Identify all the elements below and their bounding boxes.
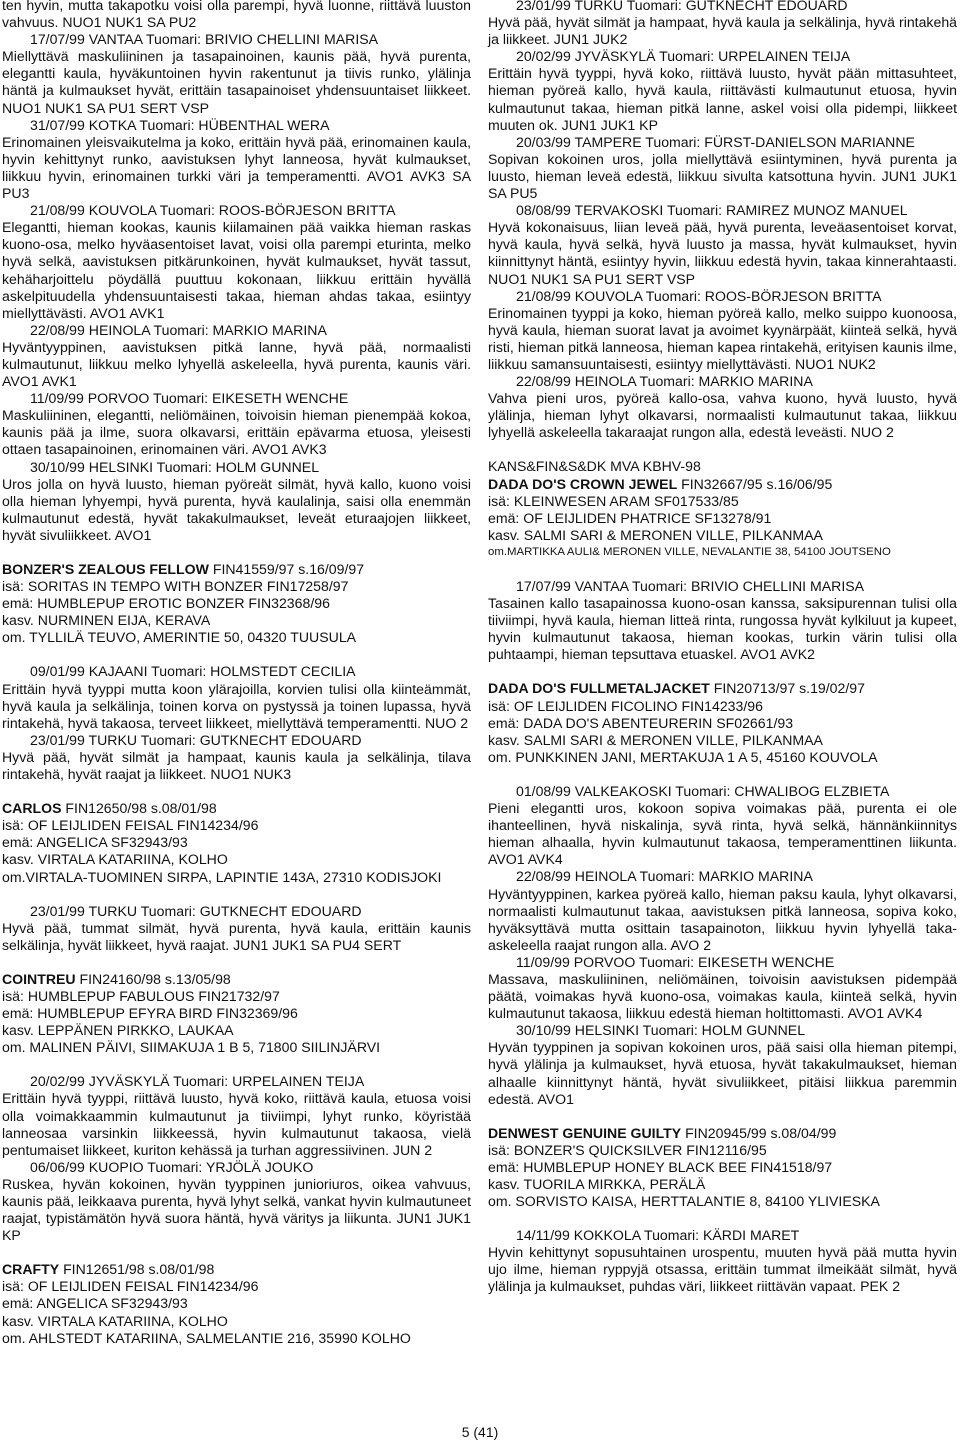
judge-critique: Erinomainen yleisvaikutelma ja koko, erittäin hyvä pää, erinomainen kaula, hyvin kehittynyt runko, aavistuksen lyhyt lanneosa, hyvät kulmaukset, liikkuu hyvin, erinomainen turkki väri ja temperamentti. AVO1 AVK3 SA PU3	[2, 133, 471, 202]
pedigree-line: kasv. SALMI SARI & MERONEN VILLE, PILKANMAA	[488, 731, 823, 748]
registration-info: FIN12651/98 s.08/01/98	[59, 1261, 215, 1278]
judge-critique: Erinomainen tyyppi ja koko, hieman pyöreä kallo, melko suippo kuonoosa, hyvä kaula, hieman suorat lavat ja avoimet kyynärpäät, kiinteä selkä, hyvä risti, hieman pitkä lanneosa, hieman kapea rintakehä, erityisen kaunis ilme, liikkuu samansuuntaisesti, esiintyy miellyttävästi. NUO1 NUK2	[488, 304, 957, 372]
pedigree-line: om. AHLSTEDT KATARIINA, SALMELANTIE 216, 35990 KOLHO	[2, 1329, 411, 1346]
show-result-header: 22/08/99 HEINOLA Tuomari: MARKIO MARINA	[516, 373, 813, 390]
judge-critique: Hyvä pää, hyvät silmät ja hampaat, kaunis kaula ja selkälinja, tilava rintakehä, hyvät raajat ja liikkeet. NUO1 NUK3	[2, 748, 471, 783]
spacer	[488, 663, 957, 680]
judge-critique: Erittäin hyvä tyyppi, hyvä koko, riittävä luusto, hyvät pään mittasuhteet, hieman pyöreä kallo, hyvä kaula, riittävästi kulmautunut etuosa, hyvin kulmautunut takaa, hieman pitkä lanne, askel voisi olla pidempi, liikkeet muuten ok. JUN1 JUK1 KP	[488, 65, 957, 133]
spacer	[488, 1210, 957, 1227]
pedigree-line: emä: ANGELICA SF32943/93	[2, 1295, 188, 1312]
spacer	[2, 544, 471, 561]
show-result-header: 21/08/99 KOUVOLA Tuomari: ROOS-BÖRJESON BRITTA	[516, 287, 882, 304]
dog-entry-header	[488, 1125, 957, 1142]
spacer	[2, 954, 471, 971]
registration-info: FIN20945/99 s.08/04/99	[681, 1124, 837, 1141]
judge-critique: Hyvän tyyppinen ja sopivan kokoinen uros, pää saisi olla hieman pitempi, hyvä ylälinja ja kulmaukset, hyvä etuosa, hyvät takakulmaukset, hieman alhaalle kiinnittynyt häntä, hyvät sivuliikkeet, pitäisi liikkua paremmin edestä. AVO1	[488, 1039, 957, 1107]
dog-entry-header	[2, 800, 471, 817]
pedigree-line: isä: SORITAS IN TEMPO WITH BONZER FIN17258/97	[2, 578, 349, 595]
show-result-header: 30/10/99 HELSINKI Tuomari: HOLM GUNNEL	[516, 1022, 806, 1039]
show-result-header: 09/01/99 KAJAANI Tuomari: HOLMSTEDT CECILIA	[30, 663, 356, 680]
show-result-header: 30/10/99 HELSINKI Tuomari: HOLM GUNNEL	[30, 458, 320, 475]
pedigree-line: emä: ANGELICA SF32943/93	[2, 834, 188, 851]
spacer	[488, 441, 957, 458]
pedigree-line: om. SORVISTO KAISA, HERTTALANTIE 8, 84100 YLIVIESKA	[488, 1193, 880, 1210]
pedigree-line: isä: HUMBLEPUP FABULOUS FIN21732/97	[2, 987, 280, 1004]
page-number: 5 (41)	[461, 1424, 499, 1440]
judge-critique: ten hyvin, mutta takapotku voisi olla parempi, hyvä luonne, riittävä luuston vahvuus. NUO1 NUK1 SA PU2	[2, 0, 471, 31]
right-column	[488, 0, 957, 1296]
pedigree-line: emä: HUMBLEPUP EFYRA BIRD FIN32369/96	[2, 1005, 298, 1022]
dog-entry-header	[488, 680, 957, 697]
judge-critique: Tasainen kallo tasapainossa kuono-osan kanssa, saksipurennan tulisi olla tiiviimpi, hyvä kaula, hieman litteä rinta, rungossa hyvät kylkiluut ja kupeet, hyvin kulmautunut takaosa, hieman kookas, turkin värin tulisi olla puhtaampi, hieman tepsuttava etuaskel. AVO1 AVK2	[488, 595, 957, 663]
dog-name: CARLOS	[2, 800, 62, 817]
show-result-header: 14/11/99 KOKKOLA Tuomari: KÄRDI MARET	[516, 1227, 800, 1244]
show-result-header: 06/06/99 KUOPIO Tuomari: YRJÖLÄ JOUKO	[30, 1158, 314, 1175]
judge-critique: Hyväntyyppinen, aavistuksen pitkä lanne, hyvä pää, normaalisti kulmautunut, liikkuu melko lyhyellä askeleella, hyvä purenta, kaunis väri. AVO1 AVK1	[2, 338, 471, 390]
judge-critique: Elegantti, hieman kookas, kaunis kiilamainen pää vaikka hieman raskas kuono-osa, melko hyväasentoiset lavat, voisi olla parempi eturinta, melko hyvä selkä, aavistuksen pitkärunkoinen, hyvät kulmaukset, hyvät tassut, kehäharjoittelu pöydällä puuttuu kokonaan, liikkuu erittäin hyvällä askelpituudella yhdensuuntaisesti takaa, hieman ahdas takaa, esiintyy miellyttävästi. AVO1 AVK1	[2, 219, 471, 321]
pedigree-line: om. TYLLILÄ TEUVO, AMERINTIE 50, 04320 TUUSULA	[2, 629, 357, 646]
dog-entry-header	[488, 476, 957, 493]
pedigree-line: kasv. LEPPÄNEN PIRKKO, LAUKAA	[2, 1022, 234, 1039]
registration-info: FIN12650/98 s.08/01/98	[61, 800, 217, 817]
judge-critique: Miellyttävä maskuliininen ja tasapainoinen, kaunis pää, hyvä purenta, elegantti kaula, hyväkuntoinen hyvin rakentunut ja tiivis runko, ylälinja häntä ja kulmaukset hyvät, erittäin tasapainoiset yhdensuuntaiset liikkeet. NUO1 NUK1 SA PU1 SERT VSP	[2, 48, 471, 116]
judge-critique: Vahva pieni uros, pyöreä kallo-osa, vahva kuono, hyvä luusto, hyvä ylälinja, hieman lyhyt olkavarsi, normaalisti kulmautunut takaa, liikkuu lyhyellä askeleella takaraajat rungon alla, edestä leveästi. NUO 2	[488, 390, 957, 441]
judge-critique: Erittäin hyvä tyyppi mutta koon ylärajoilla, korvien tulisi olla kiinteämmät, hyvä kaula ja selkälinja, toinen korva on pystyssä ja toinen lupassa, hyvä rintakehä, hyvä takaosa, terveet liikkeet, miellyttävä temperamentti. NUO 2	[2, 680, 471, 731]
pedigree-line: isä: KLEINWESEN ARAM SF017533/85	[488, 492, 739, 509]
pedigree-line: om.MARTIKKA AULI& MERONEN VILLE, NEVALANTIE 38, 54100 JOUTSENO	[488, 545, 891, 558]
judge-critique: Massava, maskuliininen, neliömäinen, toivoisin aavistuksen pidempää päätä, voimakas hyvä kuono-osa, voimakas kaula, kiinteä selkä, hyvin kulmautunut takaosa, liikkuu edestä hieman holtittomasti. AVO1 AVK4	[488, 970, 957, 1022]
pedigree-line: isä: OF LEIJLIDEN FEISAL FIN14234/96	[2, 1278, 259, 1295]
spacer	[2, 1244, 471, 1261]
pedigree-line: kasv. VIRTALA KATARIINA, KOLHO	[2, 1312, 228, 1329]
show-result-header: 20/02/99 JYVÄSKYLÄ Tuomari: URPELAINEN TEIJA	[516, 48, 851, 65]
show-result-header: 23/01/99 TURKU Tuomari: GUTKNECHT EDOUARD	[30, 902, 362, 919]
judge-critique: Hyvä pää, tummat silmät, hyvä purenta, hyvä kaula, erittäin kaunis selkälinja, hyvät liikkeet, hyvä raajat. JUN1 JUK1 SA PU4 SERT	[2, 919, 471, 953]
pedigree-line: kasv. TUORILA MIRKKA, PERÄLÄ	[488, 1176, 706, 1192]
show-result-header: 22/08/99 HEINOLA Tuomari: MARKIO MARINA	[516, 868, 813, 885]
registration-info: FIN41559/97 s.16/09/97	[208, 561, 365, 577]
dog-entry-header	[2, 561, 471, 578]
show-result-header: 22/08/99 HEINOLA Tuomari: MARKIO MARINA	[30, 321, 327, 338]
pedigree-line: isä: OF LEIJLIDEN FEISAL FIN14234/96	[2, 817, 259, 834]
judge-critique: Hyvin kehittynyt sopusuhtainen urospentu, muuten hyvä pää mutta hyvin ujo ilme, hieman ryppyjä otsassa, erittäin tummat ilmeikäät silmät, hyvä ylälinja ja kulmaukset, puhdas väri, liikkeet riittävän vapaat. PEK 2	[488, 1244, 957, 1295]
judge-critique: Sopivan kokoinen uros, jolla miellyttävä esiintyminen, hyvä purenta ja luusto, hieman leveä edestä, liikkuu sivulta katsottuna hyvin. JUN1 JUK1 SA PU5	[488, 150, 957, 202]
dog-name: BONZER'S ZEALOUS FELLOW	[2, 561, 209, 577]
pedigree-line: isä: OF LEIJLIDEN FICOLINO FIN14233/96	[488, 697, 763, 714]
judge-critique: Maskuliininen, elegantti, neliömäinen, toivoisin hieman pienempää kokoa, kaunis pää ja ilme, suora olkavarsi, erittäin epävarma etuosa, yleisesti ottaen tasapainoinen, erinomainen väri. AVO1 AVK3	[2, 407, 471, 458]
pedigree-line: emä: HUMBLEPUP HONEY BLACK BEE FIN41518/97	[488, 1158, 833, 1175]
pedigree-line: emä: HUMBLEPUP EROTIC BONZER FIN32368/96	[2, 595, 330, 612]
show-result-header: 01/08/99 VALKEAKOSKI Tuomari: CHWALIBOG ELZBIETA	[516, 782, 890, 799]
spacer	[488, 1108, 957, 1125]
spacer	[2, 783, 471, 800]
registration-info: FIN24160/98 s.13/05/98	[75, 970, 231, 987]
pedigree-line: emä: DADA DO'S ABENTEURERIN SF02661/93	[488, 714, 794, 731]
spacer	[2, 1056, 471, 1073]
judge-critique: Erittäin hyvä tyyppi, riittävä luusto, hyvä koko, riittävä kaula, etuosa voisi olla voimakkaammin kulmautunut ja tiiviimpi, lyhyt runko, köyristää lanneosaa varsinkin liikkeessä, hyvin kulmautunut takaosa, vielä pentumaiset liikkeet, kuriton kehässä ja turhan aggressiivinen. JUN 2	[2, 1090, 471, 1158]
pedigree-line: om. MALINEN PÄIVI, SIIMAKUJA 1 B 5, 71800 SIILINJÄRVI	[2, 1039, 381, 1056]
dog-entry-header	[2, 971, 471, 988]
dog-name: DENWEST GENUINE GUILTY	[488, 1124, 682, 1141]
pedigree-line: om. PUNKKINEN JANI, MERTAKUJA 1 A 5, 45160 KOUVOLA	[488, 748, 878, 765]
show-result-header: 11/09/99 PORVOO Tuomari: EIKESETH WENCHE	[30, 390, 349, 407]
registration-info: FIN32667/95 s.16/06/95	[677, 475, 833, 492]
judge-critique: Uros jolla on hyvä luusto, hieman pyöreät silmät, hyvä kallo, kuono voisi olla hieman lyhyempi, hyvä purenta, hyvä kaulalinja, saisi olla enemmän kulmautunut edestä, hyvät takakulmaukset, leveät eturaajojen liikkeet, hyvät sivuliikkeet. AVO1	[2, 475, 471, 543]
spacer	[2, 646, 471, 663]
judge-critique: Hyväntyyppinen, karkea pyöreä kallo, hieman paksu kaula, lyhyt olkavarsi, normaalisti kulmautunut takaa, aavistuksen pitkä lanneosa, sopiva koko, hyväksyttävä mutta osittain tasapainoton, liikkuu hyvin lyhyellä taka-askeleella raajat rungon alla. AVO 2	[488, 885, 957, 953]
show-result-header: 23/01/99 TURKU Tuomari: GUTKNECHT EDOUARD	[30, 731, 362, 748]
dog-name: COINTREU	[2, 970, 76, 987]
judge-critique: Hyvä kokonaisuus, liian leveä pää, hyvä purenta, leveäasentoiset korvat, hyvä kaula, hyvä selkä, hyvä luusto ja massa, hyvät kulmaukset, hyvin kiinnittynyt häntä, esiintyy hyvin, liikkuu edestä hyvin, takaa kinnerahtaasti. NUO1 NUK1 SA PU1 SERT VSP	[488, 219, 957, 287]
pedigree-line: kasv. NURMINEN EIJA, KERAVA	[2, 612, 211, 629]
registration-info: FIN20713/97 s.19/02/97	[709, 680, 865, 697]
show-result-header: 11/09/99 PORVOO Tuomari: EIKESETH WENCHE	[516, 953, 835, 970]
show-result-header: 21/08/99 KOUVOLA Tuomari: ROOS-BÖRJESON BRITTA	[30, 202, 396, 219]
pedigree-line: KANS&FIN&S&DK MVA KBHV-98	[488, 458, 701, 475]
show-result-header: 20/02/99 JYVÄSKYLÄ Tuomari: URPELAINEN TEIJA	[30, 1073, 365, 1090]
judge-critique: Pieni elegantti uros, kokoon sopiva voimakas pää, purenta ei ole ihanteellinen, hyvä niskalinja, syvä rinta, hyvä selkä, hännänkiinnitys hieman alhaalla, hyvin kulmautunut takaosa, temperamenttinen liikunta. AVO1 AVK4	[488, 800, 957, 868]
left-column	[2, 0, 471, 1347]
pedigree-line: isä: BONZER'S QUICKSILVER FIN12116/95	[488, 1141, 767, 1158]
show-result-header: 08/08/99 TERVAKOSKI Tuomari: RAMIREZ MUNOZ MANUEL	[516, 202, 908, 219]
pedigree-line: kasv. VIRTALA KATARIINA, KOLHO	[2, 851, 228, 868]
pedigree-line: emä: OF LEIJLIDEN PHATRICE SF13278/91	[488, 509, 772, 526]
judge-critique: Hyvä pää, hyvät silmät ja hampaat, hyvä kaula ja selkälinja, hyvä rintakehä ja liikkeet. JUN1 JUK2	[488, 14, 957, 48]
show-result-header: 17/07/99 VANTAA Tuomari: BRIVIO CHELLINI MARISA	[516, 578, 865, 594]
show-result-header: 31/07/99 KOTKA Tuomari: HÜBENTHAL WERA	[30, 116, 330, 133]
dog-name: DADA DO'S CROWN JEWEL	[488, 475, 678, 492]
dog-name: CRAFTY	[2, 1261, 60, 1278]
judge-critique: Ruskea, hyvän kokoinen, hyvän tyyppinen junioriuros, oikea vahvuus, kaunis pää, leikkaava purenta, hyvä lyhyt selkä, vankat hyvin kulmautuneet raajat, typistämätön hyvä suora häntä, hyvä väritys ja liikunta. JUN1 JUK1 KP	[2, 1175, 471, 1244]
pedigree-line: kasv. SALMI SARI & MERONEN VILLE, PILKANMAA	[488, 526, 823, 543]
spacer	[2, 886, 471, 903]
show-result-header: 23/01/99 TURKU Tuomari: GUTKNECHT EDOUARD	[516, 0, 848, 13]
show-result-header: 20/03/99 TAMPERE Tuomari: FÜRST-DANIELSON MARIANNE	[516, 133, 915, 150]
dog-entry-header	[2, 1261, 471, 1278]
pedigree-line: om.VIRTALA-TUOMINEN SIRPA, LAPINTIE 143A, 27310 KODISJOKI	[2, 868, 442, 885]
dog-name: DADA DO'S FULLMETALJACKET	[488, 680, 710, 697]
spacer	[488, 766, 957, 783]
show-result-header: 17/07/99 VANTAA Tuomari: BRIVIO CHELLINI MARISA	[30, 31, 379, 48]
spacer	[488, 561, 957, 578]
